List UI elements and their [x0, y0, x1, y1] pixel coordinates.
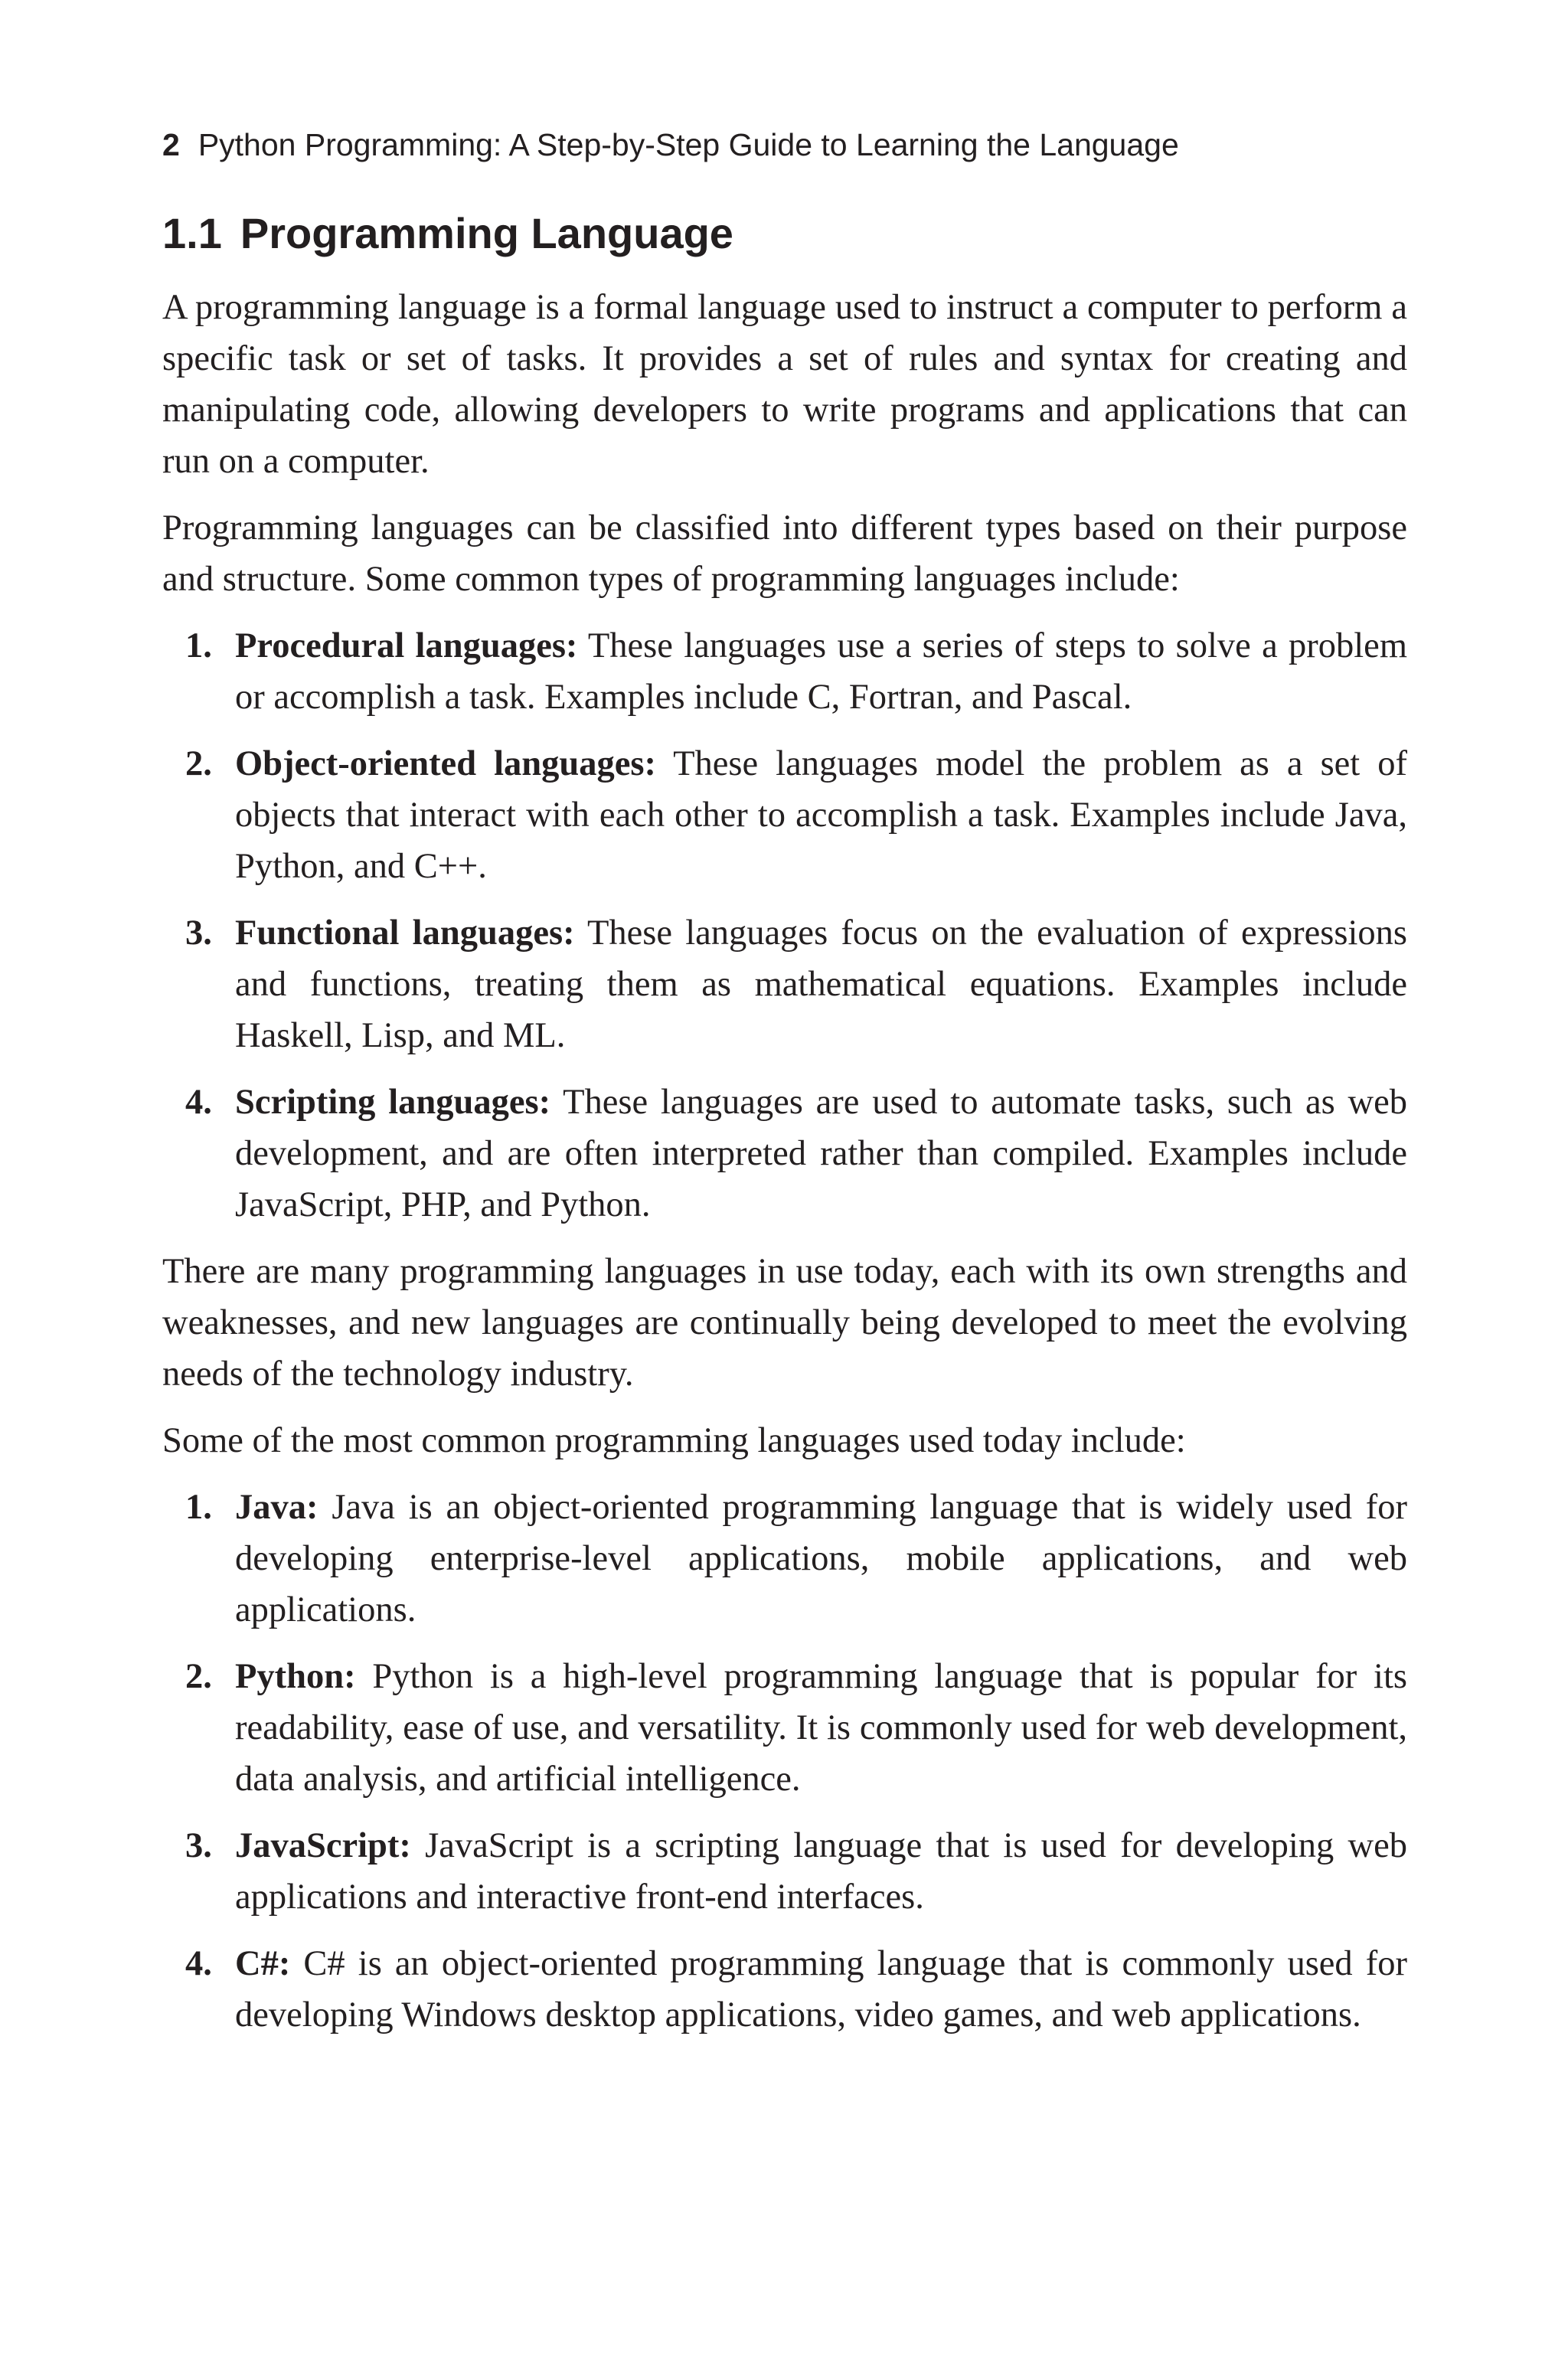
- section-title: Programming Language: [240, 209, 733, 257]
- book-title: Python Programming: A Step-by-Step Guide to Learning the Language: [198, 127, 1179, 162]
- paragraph-intro-2: Programming languages can be classified into different types based on their purpose and structure. Some common types of programming languages include:: [162, 508, 1407, 599]
- list-item: [162, 738, 1407, 892]
- list-item: [162, 1820, 1407, 1923]
- section-heading: [162, 207, 733, 260]
- paragraph-common-intro: Some of the most common programming languages used today include:: [162, 1421, 1186, 1460]
- body-text: [162, 282, 1407, 2056]
- list-term: JavaScript:: [235, 1826, 411, 1865]
- list-term: Python:: [235, 1657, 356, 1696]
- list-text: These languages model the problem as a set of objects that interact with each other to accomplish a task. Examples include Java, Python, and C++.: [235, 744, 1407, 886]
- list-item: [162, 1077, 1407, 1231]
- list-item: [162, 620, 1407, 723]
- list-text: C# is an object-oriented programming language that is commonly used for developing Windows desktop applications, video games, and web applications.: [235, 1944, 1407, 2035]
- list-text: JavaScript is a scripting language that is used for developing web applications and interactive front-end interfaces.: [235, 1826, 1407, 1917]
- list-text: These languages focus on the evaluation of expressions and functions, treating them as mathematical equations. Examples include Haskell, Lisp, and ML.: [235, 913, 1408, 1055]
- language-types-list: [162, 620, 1407, 1231]
- list-marker: 2.: [185, 744, 212, 783]
- list-item: [162, 1651, 1407, 1805]
- list-text: These languages are used to automate tasks, such as web development, and are often interpreted rather than compiled. Examples include JavaScript, PHP, and Python.: [235, 1083, 1407, 1224]
- list-marker: 3.: [185, 913, 212, 953]
- list-text: These languages use a series of steps to solve a problem or accomplish a task. Examples include C, Fortran, and Pascal.: [235, 626, 1407, 717]
- common-languages-list: [162, 1482, 1407, 2041]
- list-marker: 1.: [185, 626, 212, 665]
- list-marker: 1.: [185, 1488, 212, 1527]
- list-marker: 3.: [185, 1826, 212, 1865]
- list-text: Java is an object-oriented programming language that is widely used for developing enterprise-level applications, mobile applications, and web applications.: [235, 1488, 1408, 1629]
- list-term: Java:: [235, 1488, 318, 1527]
- list-marker: 4.: [185, 1944, 212, 1983]
- section-number: 1.1: [162, 209, 222, 257]
- running-head: [162, 126, 1179, 164]
- list-term: Scripting languages:: [235, 1083, 551, 1122]
- list-item: [162, 1482, 1407, 1636]
- list-term: Object-oriented languages:: [235, 744, 656, 783]
- list-text: Python is a high-level programming language that is popular for its readability, ease of use, and versatility. It is commonly used for web development, data analysis, and artificial intelligence.: [235, 1657, 1407, 1799]
- page-number: 2: [162, 127, 180, 162]
- list-item: [162, 907, 1407, 1061]
- list-item: [162, 1938, 1407, 2041]
- list-marker: 4.: [185, 1083, 212, 1122]
- list-term: C#:: [235, 1944, 291, 1983]
- paragraph-intro-1: A programming language is a formal language used to instruct a computer to perform a specific task or set of tasks. It provides a set of rules and syntax for creating and manipulating code, allowing developers to write programs and applications that can run on a computer.: [162, 288, 1407, 481]
- paragraph-middle: There are many programming languages in use today, each with its own strengths and weaknesses, and new languages are continually being developed to meet the evolving needs of the technology industry.: [162, 1252, 1407, 1394]
- list-term: Procedural languages:: [235, 626, 578, 665]
- list-marker: 2.: [185, 1657, 212, 1696]
- list-term: Functional languages:: [235, 913, 575, 953]
